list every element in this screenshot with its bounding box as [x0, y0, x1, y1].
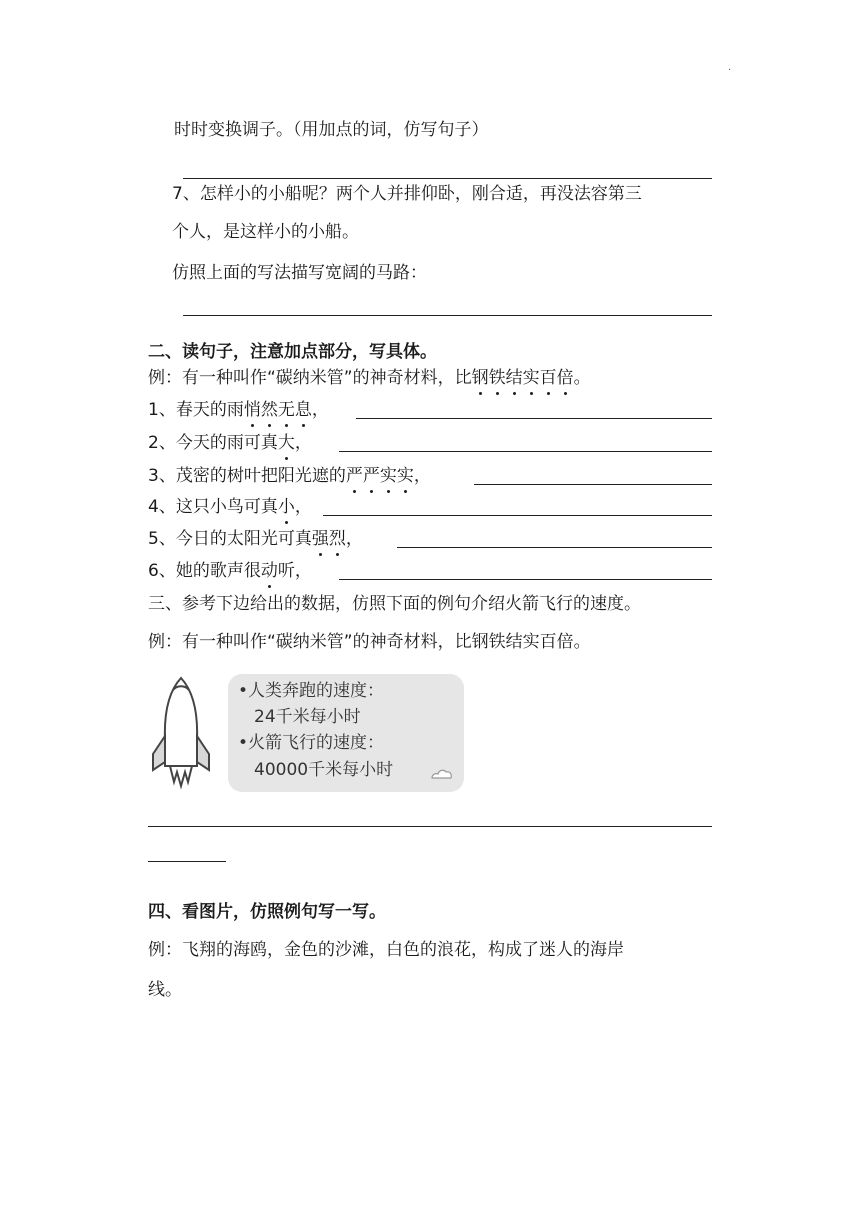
section2-example: [148, 370, 591, 387]
q7-line1: 7、怎样小的小船呢？两个人并排仰卧，刚合适，再没法容第三: [172, 184, 642, 204]
emphasis-char: 无: [277, 400, 295, 420]
section4-example-line1: 例：飞翔的海鸥，金色的沙滩，白色的浪花，构成了迷人的海岸: [148, 940, 624, 960]
emphasis-char: 倍: [556, 368, 574, 388]
item-text: 2、今天的雨可真: [148, 433, 278, 453]
emphasis-char: 铁: [488, 368, 506, 388]
item-tail: ，: [294, 433, 312, 453]
emphasis-char: 然: [260, 400, 278, 420]
s3-answer-line-1[interactable]: [148, 826, 712, 827]
emphasis-char: 实: [522, 368, 540, 388]
emphasis-char: 烈: [328, 529, 346, 549]
s2-answer-line-3[interactable]: [474, 484, 712, 485]
emphasis-char: 结: [505, 368, 523, 388]
item-tail: 听，: [277, 561, 312, 581]
emphasis-char: 钢: [471, 368, 489, 388]
item-text: 5、今日的太阳光可真: [148, 529, 312, 549]
emphasis-char: 悄: [243, 400, 261, 420]
example-head: 例：有一种叫作“碳纳米管”的神奇材料，比: [148, 368, 472, 388]
rocket-icon: [146, 674, 216, 790]
emphasis-char: 实: [396, 466, 414, 486]
q7-line2: 个人，是这样小的小船。: [172, 222, 359, 242]
q6-answer-line[interactable]: [183, 178, 712, 179]
item-tail: ，: [294, 497, 312, 517]
item-dotted: [346, 466, 414, 486]
s2-item-6: [148, 563, 312, 580]
section4-title: 四、看图片，仿照例句写一写。: [148, 902, 386, 922]
emphasis-char: 动: [260, 561, 278, 581]
s2-item-5: [148, 531, 363, 548]
section3-example: 例：有一种叫作“碳纳米管”的神奇材料，比钢铁结实百倍。: [148, 632, 591, 652]
info-line1: •人类奔跑的速度：: [238, 681, 385, 701]
emphasis-char: 大: [277, 433, 295, 453]
item-text: 4、这只小鸟可真: [148, 497, 278, 517]
q6-tail-text: 时时变换调子。（用加点的词，仿写句子）: [174, 120, 489, 140]
emphasis-char: 实: [379, 466, 397, 486]
info-line3: •火箭飞行的速度：: [238, 733, 385, 753]
section2-title: 二、读句子，注意加点部分，写具体。: [148, 342, 437, 362]
q7-answer-line[interactable]: [183, 315, 712, 316]
item-dotted: [312, 529, 346, 549]
emphasis-char: 强: [311, 529, 329, 549]
s2-answer-line-4[interactable]: [323, 515, 712, 516]
s2-item-3: [148, 468, 431, 485]
s3-answer-line-2[interactable]: [148, 861, 226, 862]
emphasis-char: 百: [539, 368, 557, 388]
item-dotted: [244, 400, 312, 420]
example-dotted: [472, 368, 574, 388]
info-line2: 24千米每小时: [254, 707, 361, 727]
s2-answer-line-2[interactable]: [339, 451, 712, 452]
example-tail: 。: [573, 368, 591, 388]
item-dotted: [261, 561, 278, 581]
s2-item-2: [148, 435, 312, 452]
item-dotted: [278, 497, 295, 517]
s2-item-4: [148, 499, 312, 516]
emphasis-char: 小: [277, 497, 295, 517]
s2-answer-line-6[interactable]: [339, 579, 712, 580]
s2-answer-line-1[interactable]: [356, 418, 712, 419]
item-text: 3、茂密的树叶把阳光遮的: [148, 466, 346, 486]
item-dotted: [278, 433, 295, 453]
s2-answer-line-5[interactable]: [397, 547, 712, 548]
q7-instruction: 仿照上面的写法描写宽阔的马路：: [172, 263, 427, 283]
section4-example-line2: 线。: [148, 980, 182, 1000]
emphasis-char: 严: [345, 466, 363, 486]
emphasis-char: 息: [294, 400, 312, 420]
section3-title: 三、参考下边给出的数据，仿照下面的例句介绍火箭飞行的速度。: [148, 594, 641, 614]
speed-info-box: [228, 674, 464, 792]
item-tail: ，: [311, 400, 329, 420]
info-line4: 40000千米每小时: [254, 760, 394, 780]
item-text: 1、春天的雨: [148, 400, 244, 420]
corner-mark: ·: [728, 65, 732, 76]
cloud-moon-icon: [428, 762, 454, 782]
emphasis-char: 严: [362, 466, 380, 486]
item-text: 6、她的歌声很: [148, 561, 261, 581]
item-tail: ，: [345, 529, 363, 549]
item-tail: ，: [413, 466, 431, 486]
s2-item-1: [148, 402, 329, 419]
